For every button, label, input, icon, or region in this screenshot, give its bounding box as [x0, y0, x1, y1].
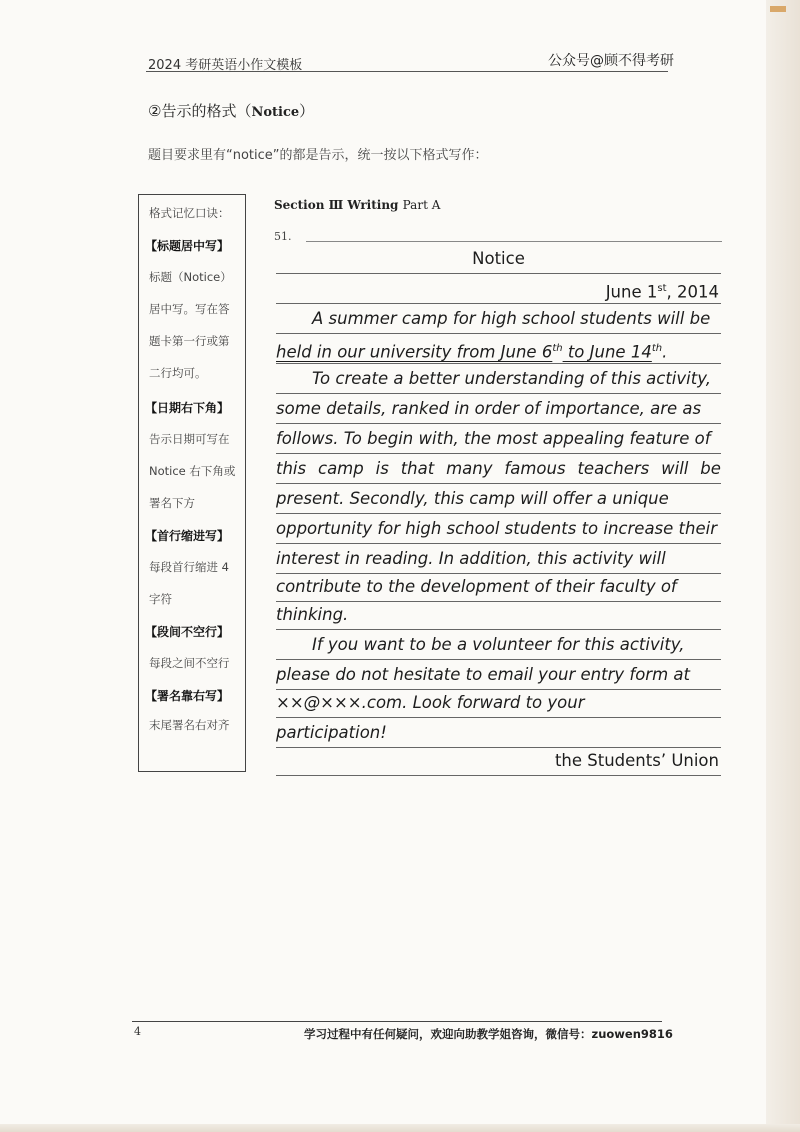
footer-contact: 学习过程中有任何疑问，欢迎向助教学姐咨询，微信号：zuowen9816 — [304, 1027, 673, 1041]
line-sup: th — [552, 343, 563, 354]
footer-rule — [132, 1021, 662, 1022]
answer-line — [306, 241, 722, 242]
page-bottom-edge — [0, 1124, 800, 1132]
answer-sheet-heading — [274, 198, 440, 212]
notice-line — [276, 456, 721, 484]
section-title-suffix: ） — [299, 102, 315, 120]
tip-text: 末尾署名右对齐 — [149, 718, 230, 732]
tip-text: 题卡第一行或第 — [149, 334, 230, 348]
word: be — [700, 459, 721, 478]
tip-text: 每段首行缩进 4 — [149, 560, 229, 574]
notice-line: participation! — [276, 720, 721, 748]
header-rule — [146, 71, 668, 72]
tip-heading-no-blank: 【段间不空行】 — [145, 625, 230, 639]
word: many — [446, 459, 493, 478]
tip-text: 居中写。写在答 — [149, 302, 230, 316]
intro-text: 题目要求里有“notice”的都是告示，统一按以下格式写作： — [148, 148, 488, 163]
word: will — [661, 459, 689, 478]
answer-sheet-part: Part A — [402, 198, 441, 212]
format-tips-box — [138, 194, 246, 772]
notice-line: opportunity for high school students to increase their — [276, 516, 721, 544]
page-edge-shadow — [766, 0, 800, 1132]
notice-date — [276, 276, 721, 304]
tip-text: 字符 — [149, 592, 172, 606]
date-sup: st — [657, 283, 667, 294]
notice-line: A summer camp for high school students will be — [276, 306, 721, 334]
notice-line — [276, 336, 721, 364]
page-corner-tab — [770, 6, 786, 12]
word: is — [375, 459, 389, 478]
tip-heading-date: 【日期右下角】 — [145, 401, 230, 415]
line-part: to June 14 — [562, 342, 652, 362]
tip-text: 每段之间不空行 — [149, 656, 230, 670]
date-year: , 2014 — [666, 282, 719, 302]
notice-line: ××@×××.com. Look forward to your — [276, 690, 721, 718]
word: this — [276, 459, 307, 478]
tip-text: 二行均可。 — [149, 366, 207, 380]
notice-line: contribute to the development of their faculty of — [276, 574, 721, 602]
page-number: 4 — [134, 1025, 141, 1038]
date-main: June 1 — [605, 282, 658, 302]
section-title-prefix: ②告示的格式（ — [148, 102, 252, 120]
header-title: 2024 考研英语小作文模板 — [148, 58, 303, 73]
tip-heading-indent: 【首行缩进写】 — [145, 529, 230, 543]
notice-title: Notice — [276, 246, 721, 274]
line-sup: th — [651, 343, 663, 354]
notice-line: present. Secondly, this camp will offer a unique — [276, 486, 721, 514]
tip-text: 告示日期可写在 — [149, 432, 230, 446]
tip-text: 标题（Notice） — [149, 270, 232, 284]
tip-text: Notice 右下角或 — [149, 464, 236, 478]
header-account: 公众号@顾不得考研 — [548, 53, 674, 69]
word: camp — [318, 459, 364, 478]
tip-heading-signature: 【署名靠右写】 — [145, 689, 230, 703]
notice-signature: the Students’ Union — [276, 748, 721, 776]
notice-line: thinking. — [276, 602, 721, 630]
tip-text: 署名下方 — [149, 496, 195, 510]
notice-line: follows. To begin with, the most appealing feature of — [276, 426, 721, 454]
tips-title: 格式记忆口诀： — [149, 206, 230, 220]
section-title — [148, 100, 314, 121]
line-part: . — [662, 342, 668, 362]
answer-sheet-section: Section Ⅲ Writing — [274, 198, 399, 212]
notice-line: interest in reading. In addition, this activity will — [276, 546, 721, 574]
word: famous — [504, 459, 566, 478]
word: that — [400, 459, 435, 478]
word: teachers — [577, 459, 650, 478]
notice-line: some details, ranked in order of importance, are as — [276, 396, 721, 424]
notice-line: To create a better understanding of this activity, — [276, 366, 721, 394]
section-title-latin: Notice — [251, 105, 300, 120]
notice-line: If you want to be a volunteer for this activity, — [276, 632, 721, 660]
tip-heading-title: 【标题居中写】 — [145, 239, 230, 253]
notice-line: please do not hesitate to email your entry form at — [276, 662, 721, 690]
line-part: held in our university from June 6 — [276, 342, 553, 362]
question-number: 51. — [274, 230, 292, 243]
